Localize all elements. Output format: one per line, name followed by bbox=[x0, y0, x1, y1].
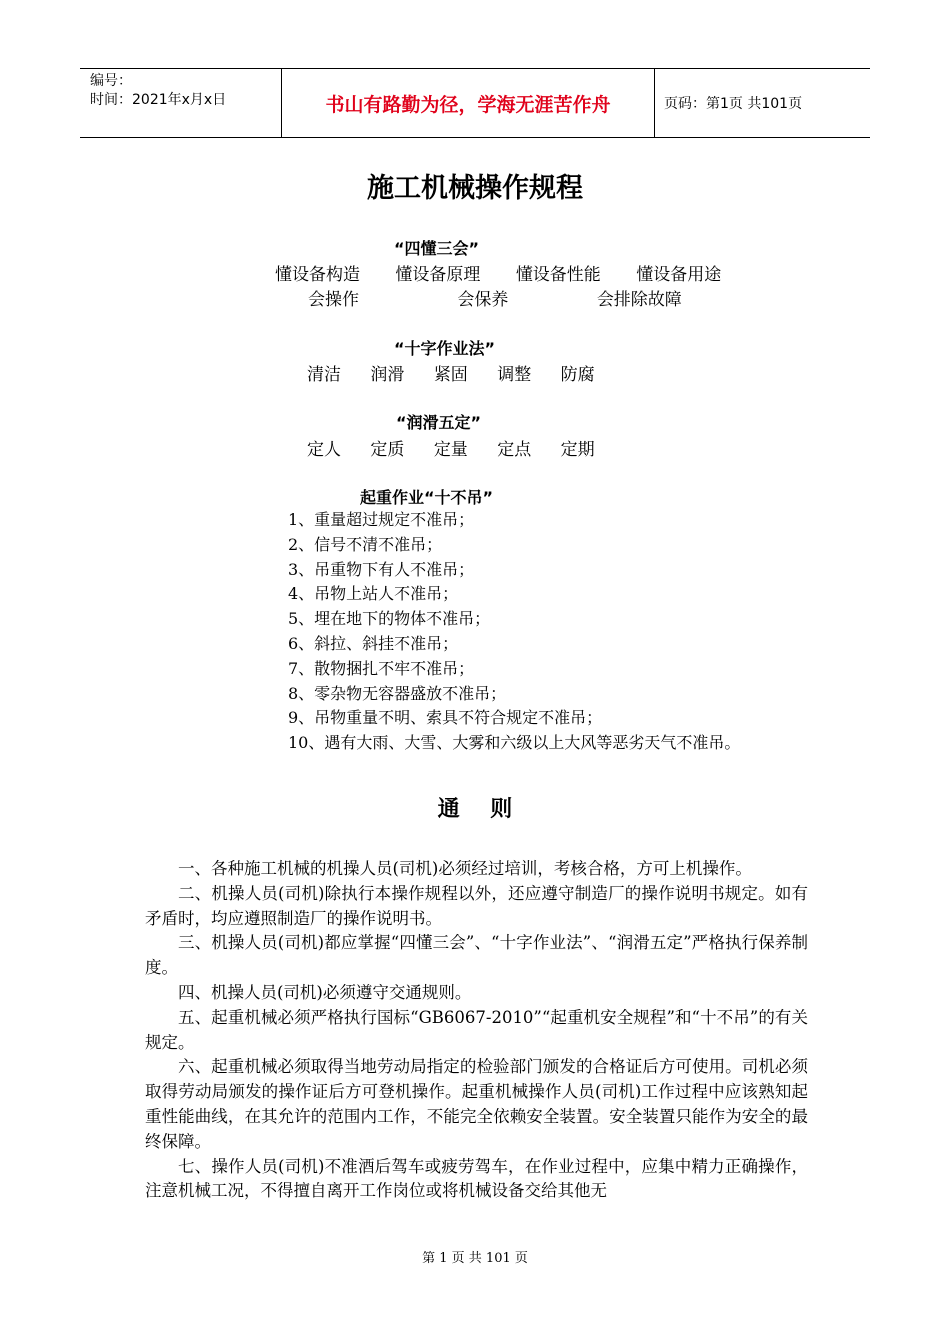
list-item: 10、遇有大雨、大雪、大雾和六级以上大风等恶劣天气不准吊。 bbox=[288, 733, 741, 753]
item: 会保养 bbox=[457, 290, 509, 310]
item: 调整 bbox=[497, 365, 532, 385]
item: 懂设备原理 bbox=[395, 265, 481, 285]
item: 会排除故障 bbox=[596, 290, 682, 310]
ten-char-items bbox=[307, 360, 595, 385]
paragraph: 五、起重机械必须严格执行国标“GB6067-2010”“起重机安全规程”和“十不吊”的有关规定。 bbox=[145, 1007, 808, 1052]
list-item: 5、埋在地下的物体不准吊； bbox=[288, 609, 491, 629]
document-title: 施工机械操作规程 bbox=[367, 173, 583, 204]
time-label: 时间：2021年x月x日 bbox=[90, 92, 227, 108]
four-three-row1 bbox=[275, 260, 721, 285]
lube-items bbox=[307, 435, 595, 460]
paragraph: 二、机操人员(司机)除执行本操作规程以外，还应遵守制造厂的操作说明书规定。如有矛盾时，均应遵照制造厂的操作说明书。 bbox=[145, 883, 808, 928]
ten-char-heading: “十字作业法” bbox=[394, 339, 496, 358]
item: 清洁 bbox=[307, 365, 341, 385]
general-heading bbox=[0, 792, 950, 823]
list-item: 6、斜拉、斜挂不准吊； bbox=[288, 633, 459, 653]
four-three-heading: “四懂三会” bbox=[394, 239, 480, 258]
lube-heading: “润滑五定” bbox=[396, 413, 482, 432]
lifting-list bbox=[288, 508, 740, 756]
item: 定期 bbox=[560, 440, 595, 460]
paragraph: 一、各种施工机械的机操人员(司机)必须经过培训，考核合格，方可上机操作。 bbox=[178, 859, 752, 878]
header-page-info: 页码：第1页 共101页 bbox=[664, 96, 803, 112]
header-left-cell bbox=[80, 69, 282, 137]
header-motto: 书山有路勤为径，学海无涯苦作舟 bbox=[282, 69, 655, 137]
list-item: 8、零杂物无容器盛放不准吊； bbox=[288, 683, 507, 703]
general-body bbox=[145, 857, 808, 1204]
paragraph: 六、起重机械必须取得当地劳动局指定的检验部门颁发的合格证后方可使用。司机必须取得劳动局颁发的操作证后方可登机操作。起重机械操作人员(司机)工作过程中应该熟知起重性能曲线，在其允许的范围内工作，不能完全依赖安全装置。安全装置只能作为安全的最终保障。 bbox=[145, 1057, 808, 1151]
item: 懂设备构造 bbox=[275, 265, 360, 285]
number-label: 编号： bbox=[90, 73, 132, 89]
list-item: 7、散物捆扎不牢不准吊； bbox=[288, 658, 475, 678]
item: 懂设备用途 bbox=[636, 265, 722, 285]
header-table bbox=[80, 68, 870, 138]
item: 润滑 bbox=[370, 365, 405, 385]
lifting-heading: 起重作业“十不吊” bbox=[360, 488, 494, 507]
item: 懂设备性能 bbox=[515, 265, 601, 285]
item: 定质 bbox=[370, 440, 405, 460]
four-three-row2 bbox=[308, 285, 682, 310]
paragraph: 七、操作人员(司机)不准酒后驾车或疲劳驾车，在作业过程中，应集中精力正确操作，注意机械工况，不得擅自离开工作岗位或将机械设备交给其他无 bbox=[145, 1156, 808, 1201]
general-heading-text: 通 则 bbox=[437, 797, 513, 822]
paragraph: 三、机操人员(司机)都应掌握“四懂三会”、“十字作业法”、“润滑五定”严格执行保养制度。 bbox=[145, 933, 808, 978]
page-footer: 第 1 页 共 101 页 bbox=[422, 1251, 528, 1266]
item: 防腐 bbox=[560, 365, 595, 385]
list-item: 2、信号不清不准吊； bbox=[288, 534, 443, 554]
item: 紧固 bbox=[433, 365, 468, 385]
list-item: 1、重量超过规定不准吊； bbox=[288, 510, 475, 529]
list-item: 9、吊物重量不明、索具不符合规定不准吊； bbox=[288, 708, 603, 728]
item: 会操作 bbox=[308, 290, 359, 310]
item: 定点 bbox=[497, 440, 532, 460]
item: 定量 bbox=[433, 440, 468, 460]
list-item: 4、吊物上站人不准吊； bbox=[288, 584, 459, 604]
item: 定人 bbox=[307, 440, 341, 460]
paragraph: 四、机操人员(司机)必须遵守交通规则。 bbox=[178, 982, 472, 1002]
list-item: 3、吊重物下有人不准吊； bbox=[288, 559, 475, 579]
